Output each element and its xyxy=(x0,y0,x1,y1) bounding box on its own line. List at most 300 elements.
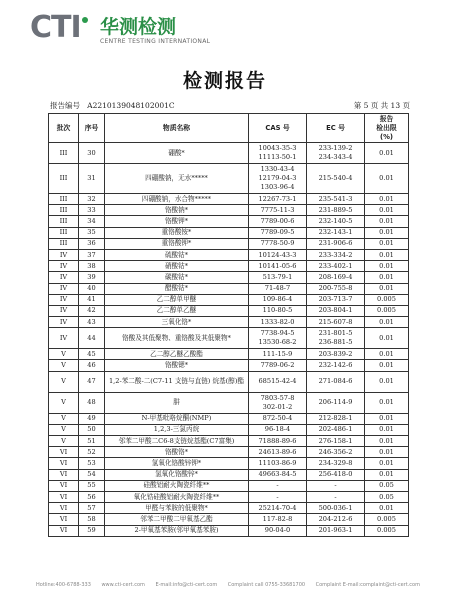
cell-limit: 0.01 xyxy=(365,371,409,392)
cell-name: 邻苯二甲酸二甲氧基乙酯 xyxy=(105,514,249,525)
cell-limit: 0.01 xyxy=(365,503,409,514)
cell-seq: 50 xyxy=(79,424,105,435)
footer-complaint-call: Complaint call 0755-33681700 xyxy=(227,582,306,588)
cell-cas-value: 71888-89-6 xyxy=(258,436,297,445)
cell-limit: 0.01 xyxy=(365,447,409,458)
cell-name: 邻苯二甲酸二C6-8支链烷基酯(C7富集) xyxy=(105,436,249,447)
cell-batch: V xyxy=(49,371,79,392)
cell-limit: 0.05 xyxy=(365,491,409,502)
cell-seq: 42 xyxy=(79,305,105,316)
page-info: 第 5 页 共 13 页 xyxy=(353,101,410,110)
cell-seq: 56 xyxy=(79,491,105,502)
cell-name: N-甲基吡咯烷酮(NMP) xyxy=(105,413,249,424)
page-footer xyxy=(36,582,420,588)
cell-seq: 43 xyxy=(79,317,105,328)
cell-cas-value: 10043-35-3 xyxy=(258,144,297,152)
cell-batch: IV xyxy=(49,317,79,328)
cell-limit: 0.01 xyxy=(365,143,409,164)
cell-limit: 0.01 xyxy=(365,164,409,194)
cell-cas-value: 10141-05-6 xyxy=(258,261,297,270)
table-row xyxy=(49,480,409,491)
cell-ec xyxy=(307,413,365,424)
header-cas: CAS 号 xyxy=(249,114,307,143)
cell-name: 铬酸钾* xyxy=(105,216,249,227)
cell-cas-value: 7738-94-5 xyxy=(260,329,295,338)
substance-table xyxy=(48,113,409,537)
table-row xyxy=(49,227,409,238)
table-row xyxy=(49,249,409,260)
table-row xyxy=(49,261,409,272)
cell-cas xyxy=(249,458,307,469)
cell-ec-value: 201-963-1 xyxy=(318,526,353,535)
cell-name: 氢氧化铬酸锌钾* xyxy=(105,458,249,469)
cell-batch: IV xyxy=(49,249,79,260)
cell-cas xyxy=(249,227,307,238)
cell-cas-value: 11103-86-9 xyxy=(258,458,297,467)
cell-ec-value: 233-139-2 xyxy=(318,144,353,152)
cell-limit: 0.01 xyxy=(365,317,409,328)
cell-batch: VI xyxy=(49,514,79,525)
cell-ec-value: 276-158-1 xyxy=(318,436,353,445)
cell-cas xyxy=(249,164,307,194)
cell-name: 硫酸钴* xyxy=(105,249,249,260)
header-limit xyxy=(365,114,409,143)
cell-seq: 36 xyxy=(79,238,105,249)
table-row xyxy=(49,458,409,469)
cell-ec xyxy=(307,447,365,458)
cell-name: 2-甲氧基苯胺(邻甲氧基苯胺) xyxy=(105,525,249,536)
cell-ec xyxy=(307,424,365,435)
cell-limit: 0.05 xyxy=(365,480,409,491)
cell-cas-value: 7789-06-2 xyxy=(260,361,295,370)
cell-ec-value: 233-334-2 xyxy=(318,250,353,259)
cell-cas-value: 7778-50-9 xyxy=(260,239,295,248)
cell-limit: 0.01 xyxy=(365,227,409,238)
cell-limit: 0.01 xyxy=(365,469,409,480)
report-number-label: 报告编号 xyxy=(50,101,80,110)
header-batch: 批次 xyxy=(49,114,79,143)
table-row xyxy=(49,194,409,205)
cell-cas xyxy=(249,491,307,502)
cell-name: 三氧化铬* xyxy=(105,317,249,328)
cell-seq: 35 xyxy=(79,227,105,238)
cell-ec-value: 231-906-6 xyxy=(318,239,353,248)
cell-name: 硝酸钴* xyxy=(105,261,249,272)
cell-cas-value: 24613-89-6 xyxy=(258,447,297,456)
footer-complaint-email: Complaint E-mail:complaint@cti-cert.com xyxy=(315,582,420,588)
cell-batch: V xyxy=(49,360,79,371)
cell-ec-value: 271-084-6 xyxy=(318,377,353,386)
table-row xyxy=(49,371,409,392)
cell-ec-value: 232-142-6 xyxy=(318,361,353,370)
cell-ec xyxy=(307,458,365,469)
cell-ec xyxy=(307,349,365,360)
cell-cas-value: 13530-68-2 xyxy=(258,338,297,347)
cell-seq: 48 xyxy=(79,392,105,413)
cell-cas-value: 302-01-2 xyxy=(262,402,293,411)
cell-seq: 41 xyxy=(79,294,105,305)
cell-cas xyxy=(249,392,307,413)
cell-seq: 53 xyxy=(79,458,105,469)
cell-seq: 38 xyxy=(79,261,105,272)
cell-limit: 0.01 xyxy=(365,272,409,283)
cell-ec-value: 233-402-1 xyxy=(318,261,353,270)
cell-ec-value: - xyxy=(334,492,337,501)
cell-cas xyxy=(249,261,307,272)
cell-batch: V xyxy=(49,424,79,435)
cell-batch: III xyxy=(49,227,79,238)
cell-cas-value: 117-82-8 xyxy=(262,514,293,523)
table-header-row xyxy=(49,114,409,143)
cell-name: 四硼酸钠，无水***** xyxy=(105,164,249,194)
cell-limit: 0.005 xyxy=(365,294,409,305)
cell-seq: 58 xyxy=(79,514,105,525)
cell-batch: IV xyxy=(49,294,79,305)
cell-cas-value: 109-86-4 xyxy=(262,295,293,304)
cell-batch: V xyxy=(49,392,79,413)
table-row xyxy=(49,164,409,194)
cell-cas xyxy=(249,272,307,283)
cell-seq: 55 xyxy=(79,480,105,491)
table-row xyxy=(49,283,409,294)
cell-ec-value: 231-889-5 xyxy=(318,205,353,214)
cell-cas xyxy=(249,328,307,349)
cell-cas-value: 7775-11-3 xyxy=(260,205,295,214)
cell-seq: 34 xyxy=(79,216,105,227)
cell-seq: 45 xyxy=(79,349,105,360)
cell-batch: IV xyxy=(49,261,79,272)
table-row xyxy=(49,514,409,525)
cell-cas-value: 49663-84-5 xyxy=(258,470,297,479)
cell-ec xyxy=(307,164,365,194)
table-row xyxy=(49,525,409,536)
cell-cas-value: 25214-70-4 xyxy=(258,503,297,512)
cell-ec xyxy=(307,283,365,294)
cell-cas xyxy=(249,371,307,392)
cell-ec-value: 234-343-4 xyxy=(318,153,353,161)
cell-cas-value: 7789-09-5 xyxy=(260,228,295,237)
cell-ec xyxy=(307,227,365,238)
cell-cas xyxy=(249,283,307,294)
cell-name: 硼酸* xyxy=(105,143,249,164)
cell-limit: 0.005 xyxy=(365,514,409,525)
cell-name: 乙二醇单乙醚 xyxy=(105,305,249,316)
cell-cas xyxy=(249,349,307,360)
cell-cas-value: 12179-04-3 xyxy=(258,174,297,182)
cell-batch: VI xyxy=(49,503,79,514)
cell-seq: 32 xyxy=(79,194,105,205)
cell-seq: 49 xyxy=(79,413,105,424)
cell-cas xyxy=(249,216,307,227)
cell-ec-value: 234-329-8 xyxy=(318,458,353,467)
cell-limit: 0.01 xyxy=(365,436,409,447)
cell-ec xyxy=(307,249,365,260)
cell-limit: 0.01 xyxy=(365,205,409,216)
cell-ec xyxy=(307,143,365,164)
cell-ec-value: 206-114-9 xyxy=(318,398,353,407)
cell-cas xyxy=(249,249,307,260)
cell-batch: III xyxy=(49,205,79,216)
logo-cti-text: CTI xyxy=(30,10,81,45)
cell-batch: VI xyxy=(49,525,79,536)
cell-ec-value: 231-801-5 xyxy=(318,329,353,338)
cell-cas xyxy=(249,480,307,491)
cell-cas xyxy=(249,436,307,447)
cell-batch: III xyxy=(49,216,79,227)
cell-ec-value: 235-541-3 xyxy=(318,194,353,203)
cell-cas xyxy=(249,360,307,371)
cell-limit: 0.01 xyxy=(365,249,409,260)
table-row xyxy=(49,503,409,514)
logo-english-name: CENTRE TESTING INTERNATIONAL xyxy=(100,38,211,45)
cell-name: 氧化锆硅酸铝耐火陶瓷纤维** xyxy=(105,491,249,502)
table-row xyxy=(49,305,409,316)
cell-ec xyxy=(307,194,365,205)
cell-name: 乙二醇乙醚乙酸酯 xyxy=(105,349,249,360)
cell-batch: IV xyxy=(49,328,79,349)
cell-ec xyxy=(307,480,365,491)
cell-seq: 52 xyxy=(79,447,105,458)
header-seq: 序号 xyxy=(79,114,105,143)
header-ec: EC 号 xyxy=(307,114,365,143)
header-limit-line1: 报告 xyxy=(379,114,394,123)
cell-ec-value: 212-828-1 xyxy=(318,414,353,423)
cell-batch: III xyxy=(49,238,79,249)
cell-name: 铬酸铬* xyxy=(105,447,249,458)
cell-limit: 0.005 xyxy=(365,525,409,536)
cell-seq: 47 xyxy=(79,371,105,392)
logo-dot-icon xyxy=(82,17,88,23)
report-number-value: A2210139048102001C xyxy=(87,101,175,110)
cell-name: 铬酸锶* xyxy=(105,360,249,371)
cell-name: 碳酸钴* xyxy=(105,272,249,283)
header-name: 物质名称 xyxy=(105,114,249,143)
footer-hotline: Hotline:400-6788-333 xyxy=(36,582,91,588)
cell-name: 甲醛与苯胺的低聚物* xyxy=(105,503,249,514)
cell-name: 氢氧化铬酸锌* xyxy=(105,469,249,480)
cell-ec-value: 215-607-8 xyxy=(318,317,353,326)
table-row xyxy=(49,469,409,480)
cell-ec-value: 215-540-4 xyxy=(318,174,353,182)
cell-limit: 0.01 xyxy=(365,458,409,469)
cell-ec xyxy=(307,491,365,502)
table-row xyxy=(49,272,409,283)
cell-ec xyxy=(307,436,365,447)
cell-name: 重铬酸钾* xyxy=(105,238,249,249)
cell-ec xyxy=(307,272,365,283)
cell-limit: 0.01 xyxy=(365,413,409,424)
cell-ec-value: 200-755-8 xyxy=(318,284,353,293)
cell-ec-value: 246-356-2 xyxy=(318,447,353,456)
cell-batch: VI xyxy=(49,458,79,469)
cell-ec-value: 500-036-1 xyxy=(318,503,353,512)
cell-batch: VI xyxy=(49,447,79,458)
cell-batch: III xyxy=(49,194,79,205)
cell-batch: IV xyxy=(49,272,79,283)
cell-ec xyxy=(307,305,365,316)
cell-name: 1,2,3-三氯丙烷 xyxy=(105,424,249,435)
cell-cas xyxy=(249,413,307,424)
header-limit-line2: 检出限 xyxy=(376,123,397,132)
cell-cas-value: 872-50-4 xyxy=(262,414,293,423)
cell-limit: 0.01 xyxy=(365,349,409,360)
cell-cas xyxy=(249,317,307,328)
cell-limit: 0.01 xyxy=(365,392,409,413)
cell-ec xyxy=(307,317,365,328)
cell-limit: 0.01 xyxy=(365,216,409,227)
cell-ec-value: 232-143-1 xyxy=(318,228,353,237)
cell-ec-value: 204-212-6 xyxy=(318,514,353,523)
cell-cas-value: 71-48-7 xyxy=(264,284,291,293)
cell-batch: V xyxy=(49,413,79,424)
cell-ec-value: 208-169-4 xyxy=(318,272,353,281)
cell-name: 醋酸钴* xyxy=(105,283,249,294)
cell-cas xyxy=(249,194,307,205)
cell-cas xyxy=(249,238,307,249)
table-row xyxy=(49,447,409,458)
table-row xyxy=(49,360,409,371)
cell-ec xyxy=(307,371,365,392)
cell-limit: 0.01 xyxy=(365,360,409,371)
cell-batch: IV xyxy=(49,305,79,316)
cell-batch: VI xyxy=(49,491,79,502)
table-row xyxy=(49,349,409,360)
cell-cas xyxy=(249,447,307,458)
cell-ec-value: 256-418-0 xyxy=(318,470,353,479)
table-row xyxy=(49,294,409,305)
cell-name: 铬酸钠* xyxy=(105,205,249,216)
cell-cas-value: 68515-42-4 xyxy=(258,377,297,386)
cell-ec xyxy=(307,503,365,514)
cell-cas-value: - xyxy=(276,492,279,501)
cell-limit: 0.01 xyxy=(365,261,409,272)
footer-email: E-mail:info@cti-cert.com xyxy=(155,582,218,588)
cell-cas xyxy=(249,503,307,514)
cell-seq: 46 xyxy=(79,360,105,371)
cell-seq: 39 xyxy=(79,272,105,283)
cell-ec-value: 232-140-5 xyxy=(318,216,353,225)
cell-cas xyxy=(249,424,307,435)
cell-name: 肼 xyxy=(105,392,249,413)
cell-seq: 44 xyxy=(79,328,105,349)
table-row xyxy=(49,328,409,349)
cell-cas xyxy=(249,525,307,536)
cell-batch: V xyxy=(49,436,79,447)
cell-seq: 30 xyxy=(79,143,105,164)
cell-cas xyxy=(249,514,307,525)
cell-cas-value: 513-79-1 xyxy=(262,272,293,281)
cell-cas-value: 1303-96-4 xyxy=(260,183,295,191)
logo-chinese-name: 华测检测 xyxy=(100,16,177,38)
cell-name: 1,2-苯二酸-二(C7-11 支链与直链) 烷基(醇)酯 xyxy=(105,371,249,392)
cell-cas-value: 7789-00-6 xyxy=(260,216,295,225)
table-row xyxy=(49,392,409,413)
cell-batch: V xyxy=(49,349,79,360)
cell-cas xyxy=(249,205,307,216)
cell-cas xyxy=(249,469,307,480)
cell-name: 四硼酸钠，水合物***** xyxy=(105,194,249,205)
cell-seq: 51 xyxy=(79,436,105,447)
cell-batch: III xyxy=(49,164,79,194)
cell-limit: 0.01 xyxy=(365,328,409,349)
cell-limit: 0.01 xyxy=(365,283,409,294)
table-row xyxy=(49,317,409,328)
cell-cas-value: 11113-50-1 xyxy=(258,153,297,161)
cell-name: 硅酸铝耐火陶瓷纤维** xyxy=(105,480,249,491)
cell-batch: IV xyxy=(49,283,79,294)
cell-seq: 54 xyxy=(79,469,105,480)
cell-batch: III xyxy=(49,143,79,164)
cell-ec-value: 203-839-2 xyxy=(318,349,353,358)
cell-cas xyxy=(249,143,307,164)
footer-website: www.cti-cert.com xyxy=(101,582,145,588)
cell-batch: VI xyxy=(49,480,79,491)
table-row xyxy=(49,143,409,164)
table-body xyxy=(49,143,409,537)
document-title: 检测报告 xyxy=(182,70,267,92)
cell-limit: 0.01 xyxy=(365,238,409,249)
cell-limit: 0.01 xyxy=(365,424,409,435)
cell-ec xyxy=(307,514,365,525)
cell-name: 铬酸及其低聚物、重铬酸及其低聚物* xyxy=(105,328,249,349)
cell-batch: VI xyxy=(49,469,79,480)
table-row xyxy=(49,216,409,227)
cell-cas-value: 1330-43-4 xyxy=(260,165,295,173)
cell-seq: 57 xyxy=(79,503,105,514)
cell-cas-value: 110-80-5 xyxy=(262,306,293,315)
table-row xyxy=(49,491,409,502)
cell-limit: 0.01 xyxy=(365,194,409,205)
cell-ec xyxy=(307,360,365,371)
cell-ec xyxy=(307,238,365,249)
cell-cas-value: 7803-57-8 xyxy=(260,393,295,402)
cell-ec-value: - xyxy=(334,481,337,490)
table-row xyxy=(49,238,409,249)
table-row xyxy=(49,413,409,424)
cell-cas xyxy=(249,294,307,305)
header-limit-line3: (%) xyxy=(379,132,394,141)
cell-ec-value: 203-713-7 xyxy=(318,295,353,304)
cell-name: 重铬酸铵* xyxy=(105,227,249,238)
cell-ec xyxy=(307,392,365,413)
cell-ec xyxy=(307,469,365,480)
cell-cas-value: 12267-73-1 xyxy=(258,194,297,203)
cell-cas-value: 96-18-4 xyxy=(264,425,291,434)
table-row xyxy=(49,424,409,435)
cell-ec-value: 236-881-5 xyxy=(318,338,353,347)
cell-seq: 40 xyxy=(79,283,105,294)
cell-seq: 33 xyxy=(79,205,105,216)
table-row xyxy=(49,436,409,447)
cell-ec xyxy=(307,261,365,272)
cell-ec xyxy=(307,205,365,216)
cell-ec xyxy=(307,328,365,349)
cell-cas-value: 90-04-0 xyxy=(264,526,291,535)
cell-name: 乙二醇单甲醚 xyxy=(105,294,249,305)
cell-ec xyxy=(307,525,365,536)
cell-seq: 31 xyxy=(79,164,105,194)
cell-cas-value: 10124-43-3 xyxy=(258,250,297,259)
report-number xyxy=(50,100,175,111)
cell-cas-value: 111-15-9 xyxy=(262,349,293,358)
cell-ec xyxy=(307,294,365,305)
cell-ec-value: 202-486-1 xyxy=(318,425,353,434)
cell-ec-value: 203-804-1 xyxy=(318,306,353,315)
cell-seq: 59 xyxy=(79,525,105,536)
cell-seq: 37 xyxy=(79,249,105,260)
cell-cas-value: - xyxy=(276,481,279,490)
cell-cas xyxy=(249,305,307,316)
